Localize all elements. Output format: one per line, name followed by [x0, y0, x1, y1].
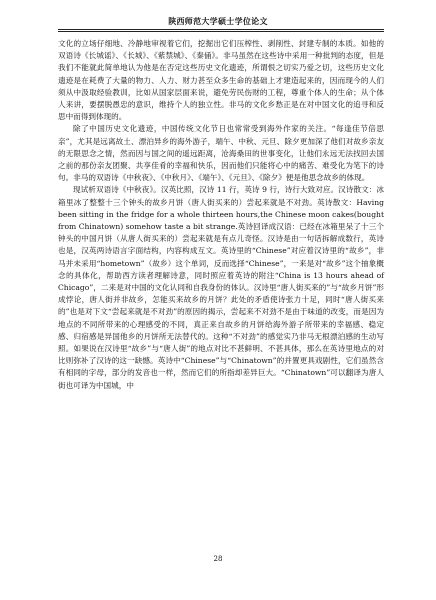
paragraph-3: 现试析双语诗《中秋夜》。汉英比照，汉诗 11 行，英诗 9 行，诗行大致对应。汉诗散文：冰箱里冰了整整十三个钟头的故乡月饼（唐人街买来的）尝起来就是不对劲。英诗散文：Having been sitting in the fridge for a whole thirteen hours,the Chinese moon cakes(bought from Chinatown) somehow taste a bit strange.英诗回译成汉语：已经在冰箱里呆了十三个钟头的中国月饼（从唐人街买来的）尝起来就是有点儿奇怪。汉诗是由一句话拆解成数行，英诗也是，汉英两诗语言字面结构，内容构成互文。英诗里的“Chinese”对应着汉诗里的“故乡”，非马并未采用“hometown”（故乡）这个单词，反而选择“Chinese”，一来是对“故乡”这个抽象概念的具体化，帮助西方读者理解诗意，同时照应着英诗的附注“China is 13 hours ahead of Chicago”，二来是对中国的文化认同和自我身份的体认。汉诗里“唐人街买来的”与“故乡月饼”形成悖论，唐人街并非故乡，怎能买来故乡的月饼？此处的矛盾使诗张力十足，同时“唐人街买来的”也是对下文“尝起来就是不对劲”的原因的揭示，尝起来不对劲不是由于味道的改变，而是因为地点的不同所带来的心理感受的不同，真正来自故乡的月饼给海外游子所带来的幸福感、稳定感、归宿感是异国他乡的月饼所无法替代的。这种“不对劲”的感觉实乃非马无根漂泊感的生动写照。如果说在汉诗里“故乡”与“唐人街”的地点对比不甚鲜明、不甚具体，那么在英诗里地点的对比则弥补了汉诗的这一缺憾。英诗中“Chinese”与“Chinatown”的并置更具戏剧性，它们虽然含有相同的字母，部分的发音也一样，然而它们的所指却差异巨大。“Chinatown”可以翻译为唐人街也可译为中国城，中 [58, 185, 384, 390]
body-text [58, 38, 384, 392]
paragraph-1: 文化的立场仔细地、冷静地审视着它们，挖掘出它们压榨性、剥削性、封建专制的本质。如他的双语诗《长城谣》、《长城》、《紫禁城》、《秦俑》。非马虽然在这些诗中采用一种批判的态度，但是我们不能就此简单地认为他是在否定这些历史文化遗迹，所谓恨之切实乃爱之切，这些历史文化遗迹是在耗费了大量的物力、人力、财力甚至众多生命的基础上才建造起来的，因而现今的人们须从中汲取经验教训，比如从国家层面来说，避免劳民伤财的工程，尊重个体人的生命；从个体人来讲，要摆脱愚忠的意识，维持个人的独立性。非马的文化乡愁正是在对中国文化的追寻和反思中而得到体现的。 [58, 39, 384, 122]
page-number: 28 [213, 555, 223, 563]
paragraph-2: 除了中国历史文化遗迹，中国传统文化节日也常常受到海外作家的关注。“每逢佳节倍思亲”，尤其是远离故土、漂泊异乡的海外游子，端午、中秋、元旦、除夕更加深了他们对故乡亲友的无限思念之情，然而因与国之间的遥远距离，沧海桑田的世事变化，让他们永远无法找回去国之前的那份亲友团聚、共享佳肴的幸福和快乐，因而他们只能将心中的痛苦、难受化为笔下的诗句。非马的双语诗《中秋夜》、《中秋月》、《端午》、《元旦》、《除夕》便是他思念故乡的体现。 [58, 124, 384, 183]
header-rule-thin [58, 31, 384, 32]
running-header: 陕西师范大学硕士学位论文 [168, 16, 268, 26]
header-rule-thick [58, 29, 384, 30]
